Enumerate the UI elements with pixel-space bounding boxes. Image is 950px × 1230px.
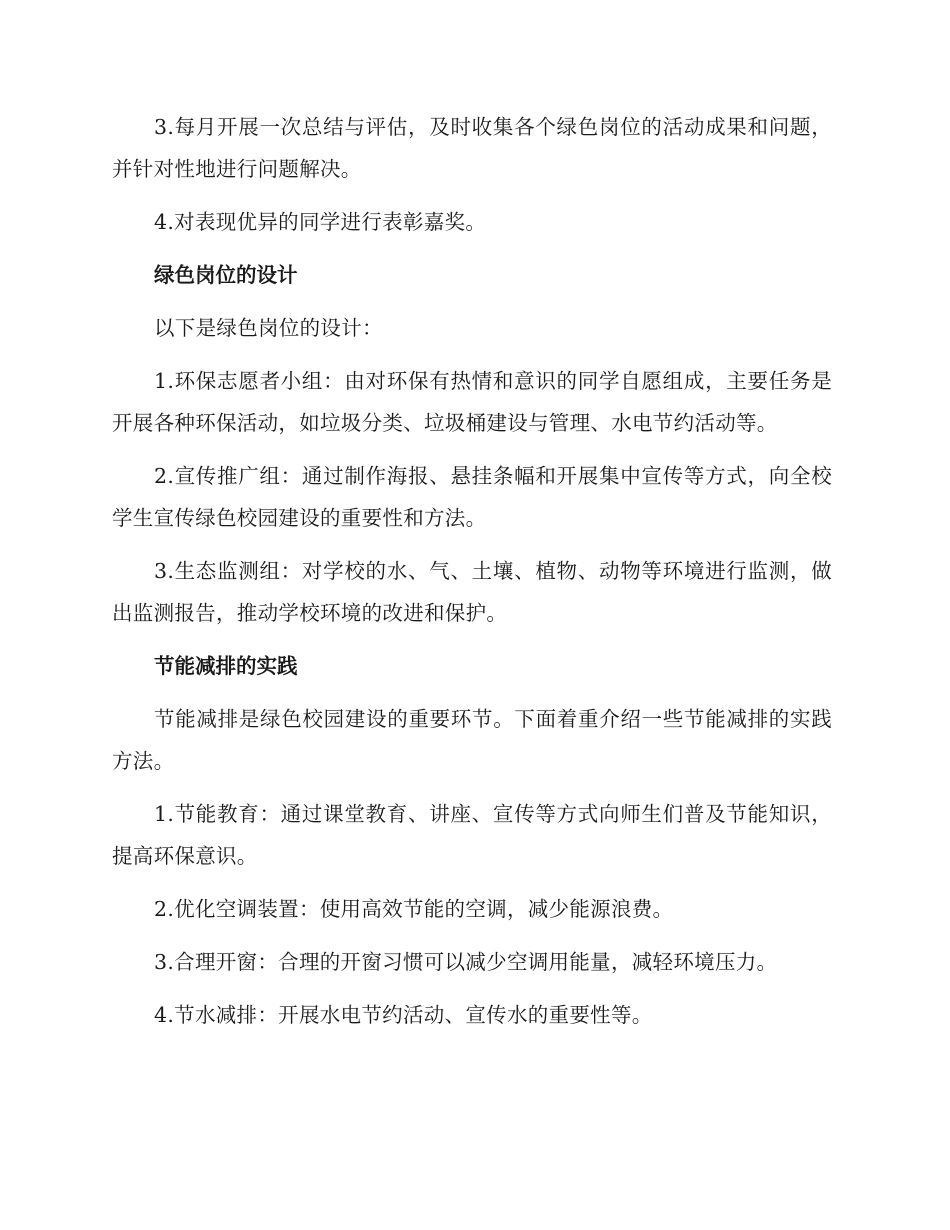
document-page xyxy=(112,106,832,1047)
section-heading-energy-saving: 节能减排的实践 xyxy=(154,654,298,678)
paragraph-window-opening: 3.合理开窗：合理的开窗习惯可以减少空调用能量，减轻环境压力。 xyxy=(154,950,778,974)
paragraph-energy-education: 1.节能教育：通过课堂教育、讲座、宣传等方式向师生们普及节能知识，提高环保意识。 xyxy=(112,802,832,868)
paragraph-commendation: 4.对表现优异的同学进行表彰嘉奖。 xyxy=(154,210,487,234)
paragraph-monthly-review: 3.每月开展一次总结与评估，及时收集各个绿色岗位的活动成果和问题，并针对性地进行问题解决。 xyxy=(112,115,832,181)
section-heading-green-posts: 绿色岗位的设计 xyxy=(154,263,298,287)
paragraph-energy-saving-intro: 节能减排是绿色校园建设的重要环节。下面着重介绍一些节能减排的实践方法。 xyxy=(112,707,832,773)
paragraph-green-posts-intro: 以下是绿色岗位的设计： xyxy=(154,316,383,340)
paragraph-publicity-group: 2.宣传推广组：通过制作海报、悬挂条幅和开展集中宣传等方式，向全校学生宣传绿色校园建设的重要性和方法。 xyxy=(112,464,832,530)
paragraph-air-conditioning: 2.优化空调装置：使用高效节能的空调，减少能源浪费。 xyxy=(154,897,674,921)
paragraph-ecology-monitoring-group: 3.生态监测组：对学校的水、气、土壤、植物、动物等环境进行监测，做出监测报告，推动学校环境的改进和保护。 xyxy=(112,559,832,625)
paragraph-water-saving: 4.节水减排：开展水电节约活动、宣传水的重要性等。 xyxy=(154,1003,653,1027)
paragraph-volunteer-group: 1.环保志愿者小组：由对环保有热情和意识的同学自愿组成，主要任务是开展各种环保活动，如垃圾分类、垃圾桶建设与管理、水电节约活动等。 xyxy=(112,369,832,435)
